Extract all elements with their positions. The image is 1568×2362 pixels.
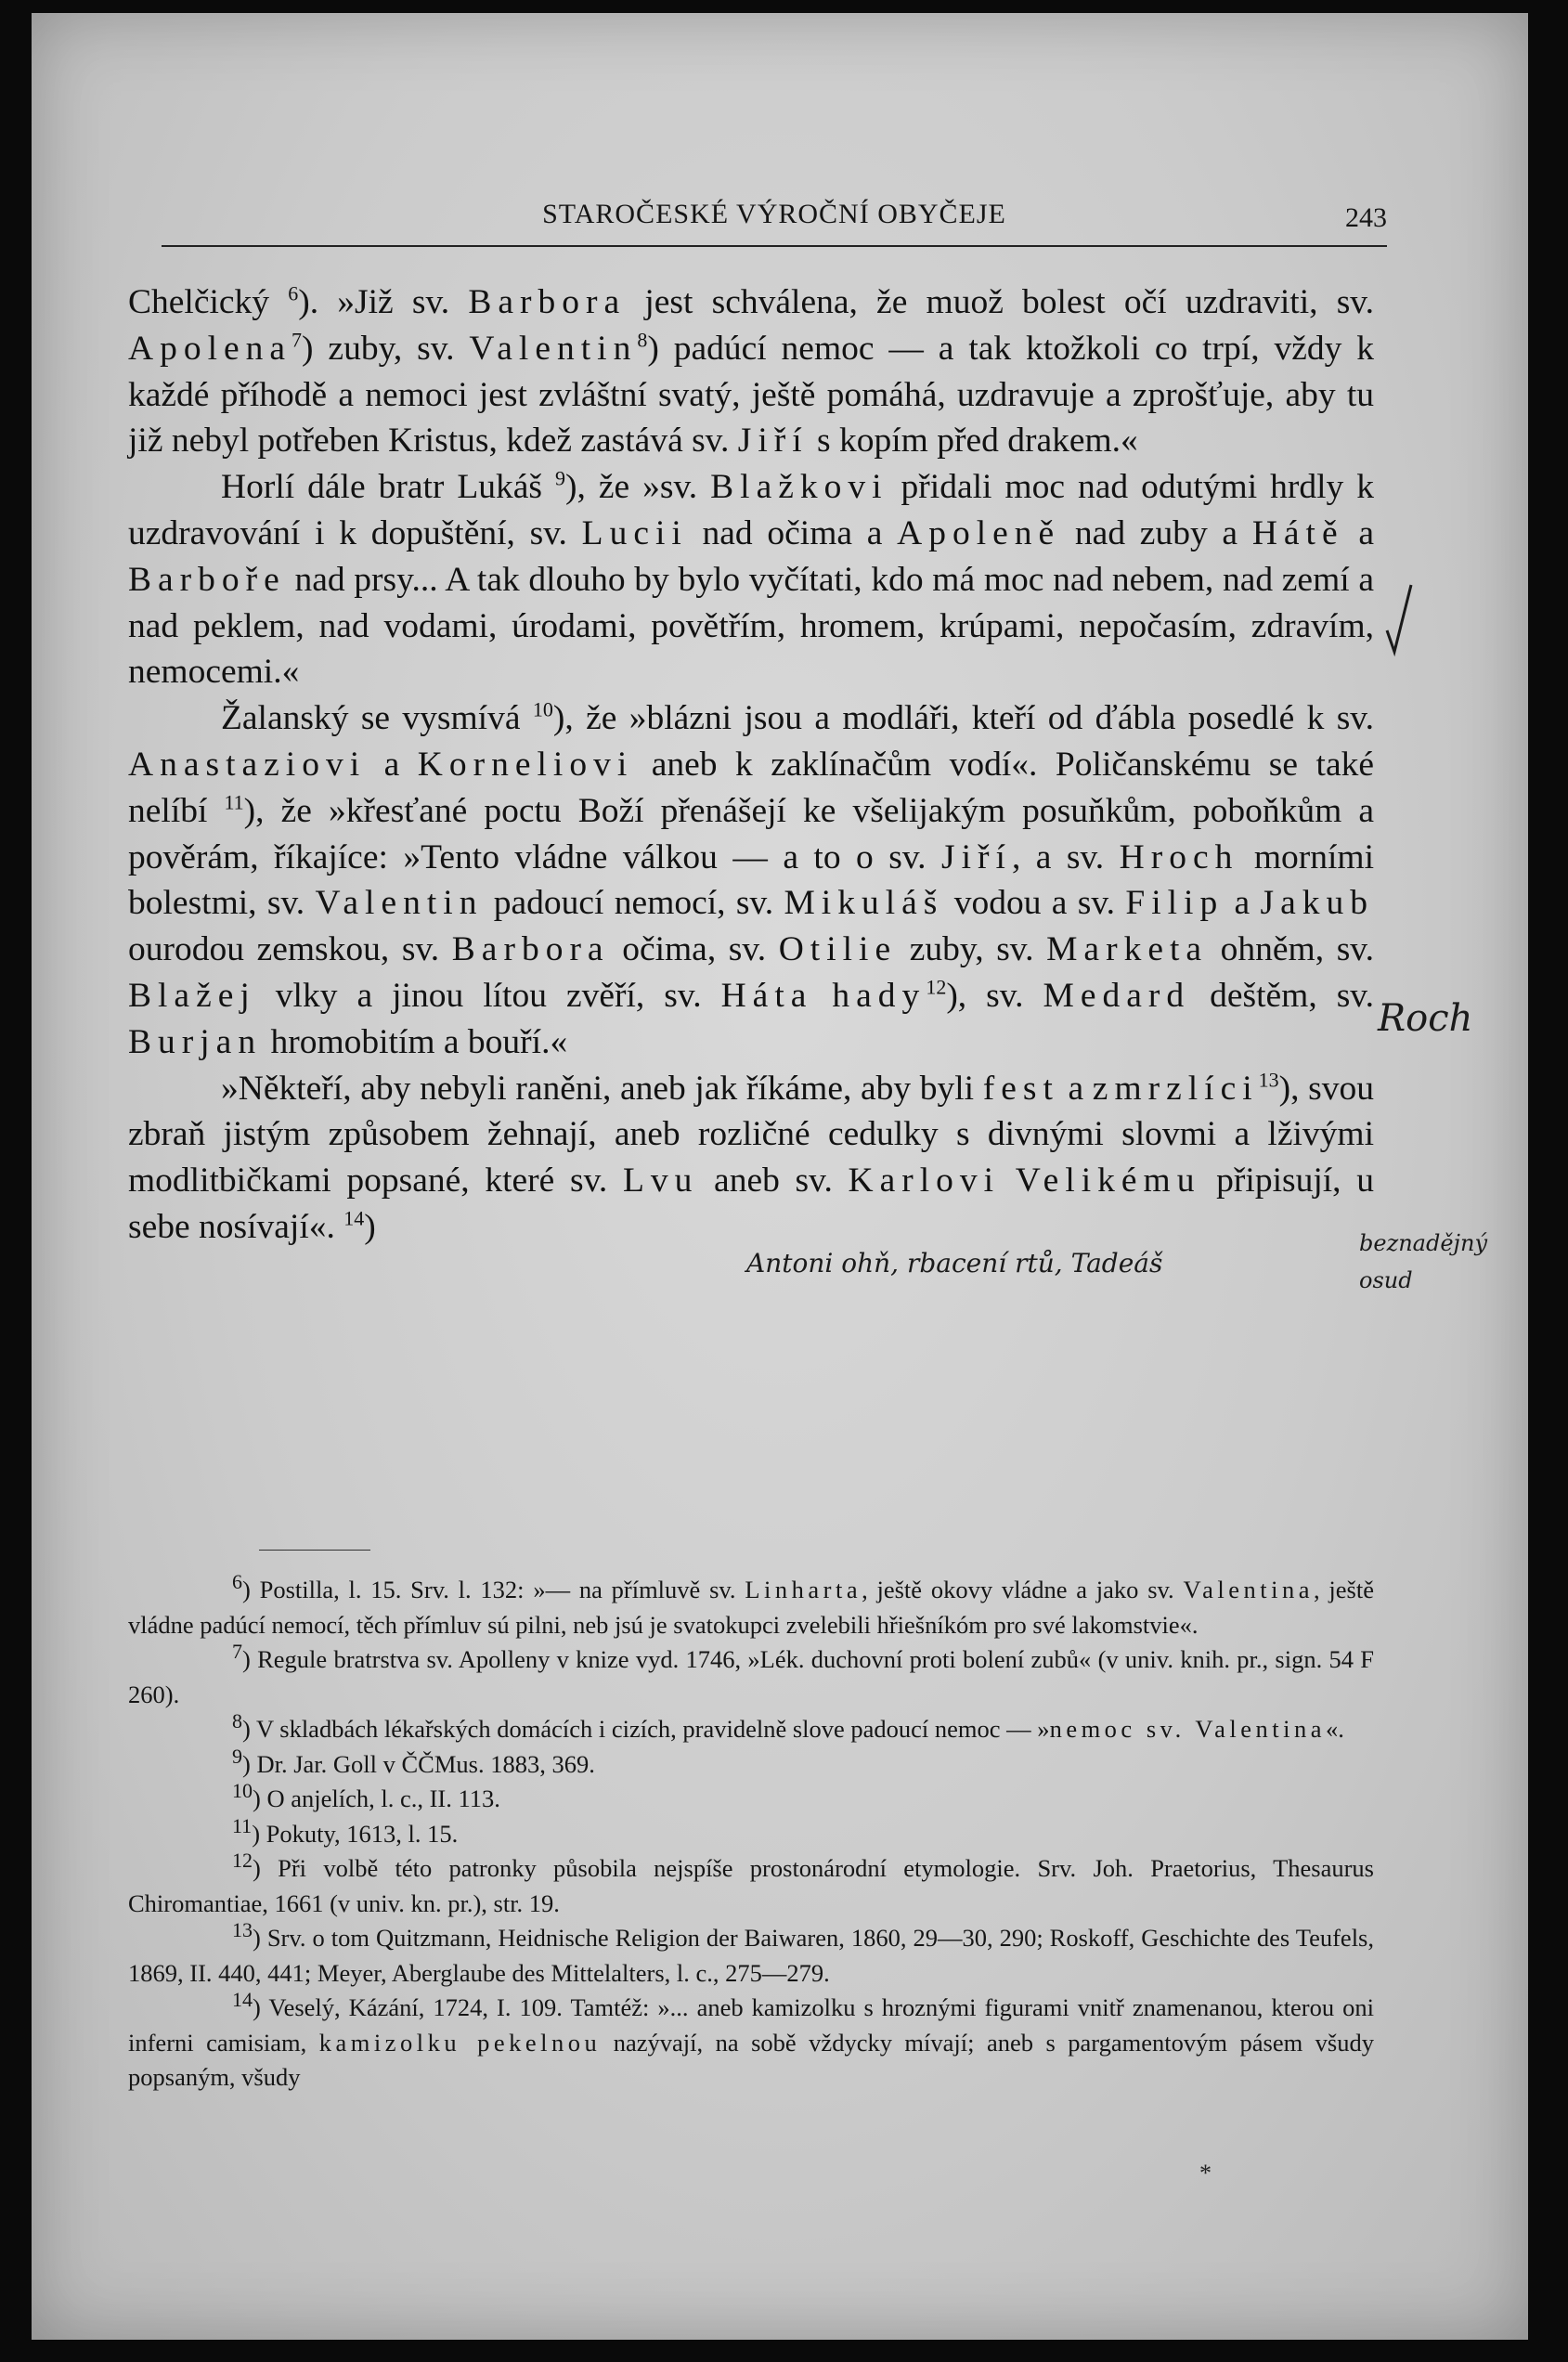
paragraph-3: Žalanský se vysmívá $^{10}$), že »blázni jsou a modláři, kteří od ďábla posedlé k sv. Anastaziovi a Korneliovi aneb k zaklínačům vodí«. Poličanskému se také nelíbí $^{11}$), že »křesťané poctu Boží přenášejí ke všelijakým posuňkům, poboňkům a pověrám, říkajíce: »Tento vládne válkou — a to o sv. Jiří, a sv. Hroch morními bolestmi, sv. Valentin padoucí nemocí, sv. Mikuláš vodou a sv. Filip a Jakub ourodou zemskou, sv. Barbora očima, sv. Otilie zuby, sv. Marketa ohněm, sv. Blažej vlky a jinou lítou zvěří, sv. Háta hady$^{12}$), sv. Medard deštěm, sv. Burjan hromobitím a bouří.« <box>128 697 1375 1061</box>
footnote-14: $^{14}$) Veselý, Kázání, 1724, I. 109. Tamtéž: »... aneb kamizolku s hroznými figurami vnitř znamenanou, kterou oni inferni camisiam, kamizolku pekelnou nazývají, na sobě vždycky mívají; aneb s pargamentovým pásem všudy popsaným, všudy <box>128 1988 1374 2091</box>
paragraph-4: »Někteří, aby nebyli raněni, aneb jak říkáme, aby byli fest a zmrzlíci$^{13}$), svou zbraň jistým způsobem žehnají, aneb rozličné cedulky s divnými slovmi a lživými modlitbičkami popsané, které sv. Lvu aneb sv. Karlovi Velikému připisují, u sebe nosívají«. $^{14}$) <box>128 1068 1374 1246</box>
footnotes <box>128 1570 1374 2096</box>
handwritten-note-margin: beznadějný osud <box>1359 1230 1487 1293</box>
asterisk-mark: * <box>1199 2160 1212 2187</box>
footnote-8: $^8$) V skladbách lékařských domácích i cizích, pravidelně slove padoucí nemoc — »nemoc sv. Valentina«. <box>232 1709 1344 1743</box>
checkmark-icon <box>1380 579 1417 663</box>
running-header <box>162 189 1387 247</box>
footnote-13: $^{13}$) Srv. o tom Quitzmann, Heidnische Religion der Baiwaren, 1860, 29—30, 290; Roskoff, Geschichte des Teufels, 1869, II. 440, 441; Meyer, Aberglaube des Mittelalters, l. c., 275—279. <box>128 1918 1374 1987</box>
footnote-9: $^9$) Dr. Jar. Goll v ČČMus. 1883, 369. <box>232 1744 595 1778</box>
handwritten-note-line: Antoni ohň, rbacení rtů, Tadeáš <box>746 1248 1163 1278</box>
header-title: STAROČESKÉ VÝROČNÍ OBYČEJE <box>542 199 1006 229</box>
footnote-6: $^6$) Postilla, l. 15. Srv. l. 132: »— na přímluvě sv. Linharta, ještě okovy vládne a jako sv. Valentina, ještě vládne padúcí nemocí, těch přímluv sú pilni, neb jsú je svatokupci zvelebili hřiešníkóm pro své lakomstvie«. <box>128 1570 1374 1639</box>
paragraph-1: Chelčický $^6$). »Již sv. Barbora jest schválena, že muož bolest očí uzdraviti, sv. Apolena$^7$) zuby, sv. Valentin$^8$) padúcí nemoc — a tak ktožkoli co trpí, vždy k každé příhodě a nemoci jest zvláštní svatý, ještě pomáhá, uzdravuje a zprošťuje, aby tu již nebyl potřeben Kristus, kdež zastává sv. Jiří s kopím před drakem.« <box>128 281 1375 461</box>
paragraph-2: Horlí dále bratr Lukáš $^9$), že »sv. Blažkovi přidali moc nad odutými hrdly k uzdravování i k dopuštění, sv. Lucii nad očima a Apoleně nad zuby a Hátě a Barboře nad prsy... A tak dlouho by bylo vyčítati, kdo má moc nad nebem, nad zemí a nad peklem, nad vodami, úrodami, povětřím, hromem, krúpami, nepočasím, zdravím, nemocemi.« <box>128 466 1375 692</box>
handwritten-note-roch: Roch <box>1378 997 1473 1040</box>
footnote-divider <box>259 1550 370 1551</box>
page-number: 243 <box>1345 202 1387 233</box>
footnote-7: $^7$) Regule bratrstva sv. Apolleny v knize vyd. 1746, »Lék. duchovní proti bolení zubů« (v univ. knih. pr., sign. 54 F 260). <box>128 1640 1374 1708</box>
footnote-11: $^{11}$) Pokuty, 1613, l. 15. <box>232 1813 459 1848</box>
scanned-page <box>32 13 1528 2340</box>
footnote-10: $^{10}$) O anjelích, l. c., II. 113. <box>232 1779 500 1812</box>
main-text <box>128 279 1374 1251</box>
footnote-12: $^{12}$) Při volbě této patronky působila nejspíše prostonárodní etymologie. Srv. Joh. Praetorius, Thesaurus Chiromantiae, 1661 (v univ. kn. pr.), str. 19. <box>128 1849 1374 1917</box>
